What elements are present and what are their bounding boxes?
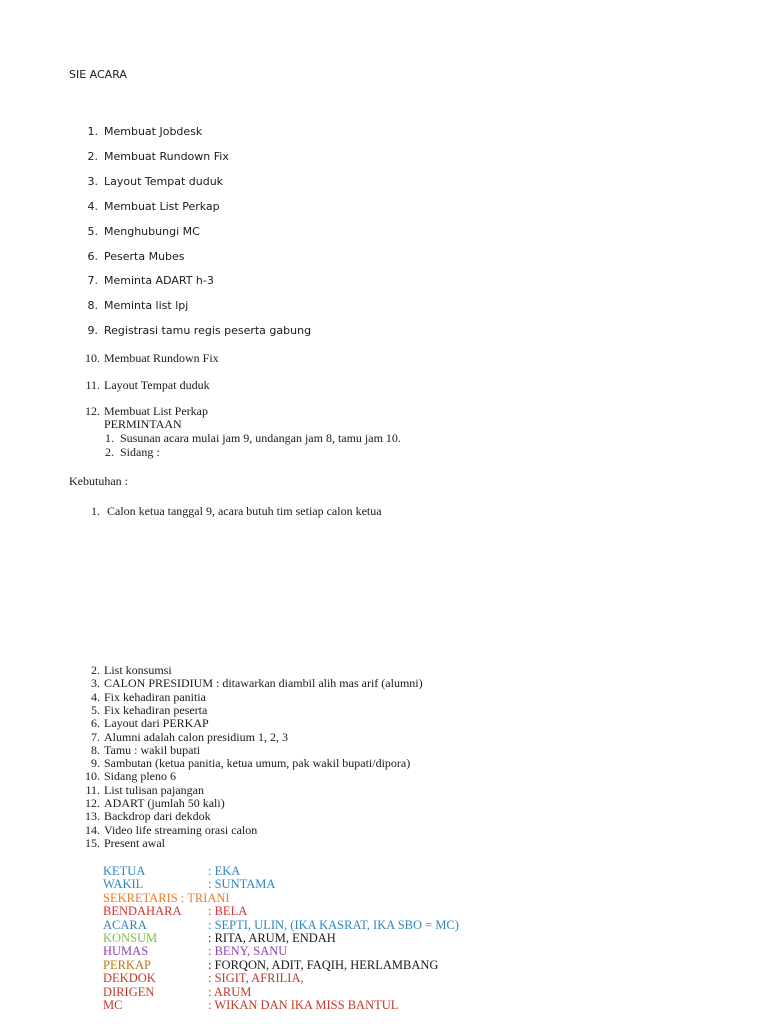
list-item-number: 10. <box>85 351 100 365</box>
roster-members: : SIGIT, AFRILIA, <box>208 971 304 986</box>
list-item-text: Membuat List Perkap <box>104 199 220 213</box>
list-item-text: Susunan acara mulai jam 9, undangan jam 8, tamu jam 10. <box>120 431 401 445</box>
list-item-number: 4. <box>87 199 98 213</box>
list-item-text: Backdrop dari dekdok <box>104 809 211 824</box>
list-item <box>82 200 220 213</box>
list-item-text: Fix kehadiran panitia <box>104 689 206 704</box>
roster-row <box>0 891 768 905</box>
roster-row <box>0 998 768 1012</box>
list-item-text: Layout Tempat duduk <box>104 377 210 392</box>
list-item <box>86 504 382 519</box>
roster-members: : SUNTAMA <box>208 877 276 892</box>
roster-row <box>0 971 768 985</box>
list-item <box>82 351 219 366</box>
list-item-number: 8. <box>91 742 100 757</box>
roster-row <box>0 904 768 918</box>
roster-members: : EKA <box>208 864 241 878</box>
list-item <box>82 274 214 287</box>
list-item-number: 15. <box>85 835 100 850</box>
list-item-number: 6. <box>91 716 100 731</box>
roster-role: ACARA <box>103 917 147 932</box>
list-item-text: Membuat List Perkap <box>104 404 208 418</box>
roster-row <box>0 864 768 878</box>
list-item <box>82 150 229 163</box>
list-item-text: Alumni adalah calon presidium 1, 2, 3 <box>104 729 288 744</box>
list-item <box>82 225 200 238</box>
roster-role: KETUA <box>103 864 146 878</box>
list-item-text: ADART (jumlah 50 kali) <box>104 796 225 810</box>
list-item-number: 2. <box>91 663 100 677</box>
list-item-number: 2. <box>87 149 98 163</box>
list-item-number: 12. <box>85 796 100 810</box>
roster-row <box>0 877 768 891</box>
list-item-number: 6. <box>87 249 98 263</box>
roster-row <box>0 985 768 999</box>
list-item <box>82 125 202 138</box>
roster-role: PERKAP <box>103 957 151 972</box>
list-item-text: Sidang pleno 6 <box>104 769 176 784</box>
list-item-number: 5. <box>91 702 100 717</box>
roster-role: SEKRETARIS : TRIANI <box>103 890 230 905</box>
list-item-number: 12. <box>85 404 100 418</box>
list-item <box>82 175 223 188</box>
list-item-number: 11. <box>85 782 100 797</box>
list-item-text: Menghubungi MC <box>104 224 200 238</box>
kebutuhan-title: Kebutuhan : <box>69 474 128 488</box>
list-item <box>82 378 210 393</box>
list-item-number: 13. <box>85 809 100 824</box>
list-item-text: Sambutan (ketua panitia, ketua umum, pak wakil bupati/dipora) <box>104 756 411 771</box>
list-item-text: Calon ketua tanggal 9, acara butuh tim setiap calon ketua <box>107 504 382 518</box>
list-item-number: 5. <box>87 224 98 238</box>
list-item-text: Membuat Jobdesk <box>104 125 203 138</box>
roster-role: KONSUM <box>103 931 158 945</box>
list-item-text: Layout dari PERKAP <box>104 716 209 731</box>
list-item-text: Present awal <box>104 835 165 850</box>
list-item <box>100 445 160 460</box>
list-item-number: 1. <box>105 431 114 445</box>
list-item-number: 7. <box>87 274 98 288</box>
list-item-number: 14. <box>85 822 100 837</box>
roster-role: DEKDOK <box>103 971 156 986</box>
roster-members: : WIKAN DAN IKA MISS BANTUL <box>208 998 399 1012</box>
list-item-number: 10. <box>85 769 100 784</box>
list-item-number: 2. <box>105 444 114 459</box>
list-item-text: Fix kehadiran peserta <box>104 702 208 717</box>
list-item-number: 1. <box>87 125 98 138</box>
list-item-number: 1. <box>91 504 100 518</box>
list-item-number: 3. <box>91 676 100 691</box>
list-item <box>82 324 311 337</box>
roster-row <box>0 931 768 945</box>
list-item-text: Video life streaming orasi calon <box>104 822 258 837</box>
list-item-text: List konsumsi <box>104 663 172 677</box>
page-title: SIE ACARA <box>69 68 127 81</box>
list-item-number: 7. <box>91 729 100 744</box>
roster-role: DIRIGEN <box>103 984 155 999</box>
list-item-number: 8. <box>87 299 98 313</box>
list-item-text: Layout Tempat duduk <box>104 174 224 188</box>
roster-role: HUMAS <box>103 944 149 959</box>
roster-members: : ARUM <box>208 984 252 999</box>
list-item-text: Sidang : <box>120 444 160 459</box>
list-item-text: Meminta list lpj <box>104 299 189 313</box>
list-item-text: Membuat Rundown Fix <box>104 149 229 163</box>
list-item-text: Meminta ADART h-3 <box>104 274 214 288</box>
list-item-text: Registrasi tamu regis peserta gabung <box>104 324 312 338</box>
roster-row <box>0 944 768 958</box>
permintaan-title: PERMINTAAN <box>104 417 182 431</box>
list-item-text: Peserta Mubes <box>104 249 185 263</box>
list-item-number: 9. <box>87 324 98 338</box>
list-item <box>82 250 185 263</box>
roster-members: : BELA <box>208 904 248 919</box>
roster-role: BENDAHARA <box>103 904 182 919</box>
list-item-number: 11. <box>85 377 100 392</box>
roster-row <box>0 918 768 932</box>
roster-members: : FORQON, ADIT, FAQIH, HERLAMBANG <box>208 957 439 972</box>
list-item-text: List tulisan pajangan <box>104 782 204 797</box>
roster-role: WAKIL <box>103 877 144 892</box>
list-item <box>82 299 188 312</box>
list-item-number: 9. <box>91 756 100 771</box>
roster-role: MC <box>103 998 123 1012</box>
roster-row <box>0 958 768 972</box>
list-item-number: 3. <box>87 174 98 188</box>
list-item-text: CALON PRESIDIUM : ditawarkan diambil alih mas arif (alumni) <box>104 676 423 691</box>
list-item-text: Tamu : wakil bupati <box>104 742 201 757</box>
list-item-number: 4. <box>91 689 100 704</box>
list-item <box>82 836 165 851</box>
roster-members: : RITA, ARUM, ENDAH <box>208 931 336 945</box>
roster-members: : BENY, SANU <box>208 944 288 959</box>
roster-members: : SEPTI, ULIN, (IKA KASRAT, IKA SBO = MC) <box>208 917 459 932</box>
list-item-text: Membuat Rundown Fix <box>104 351 219 365</box>
